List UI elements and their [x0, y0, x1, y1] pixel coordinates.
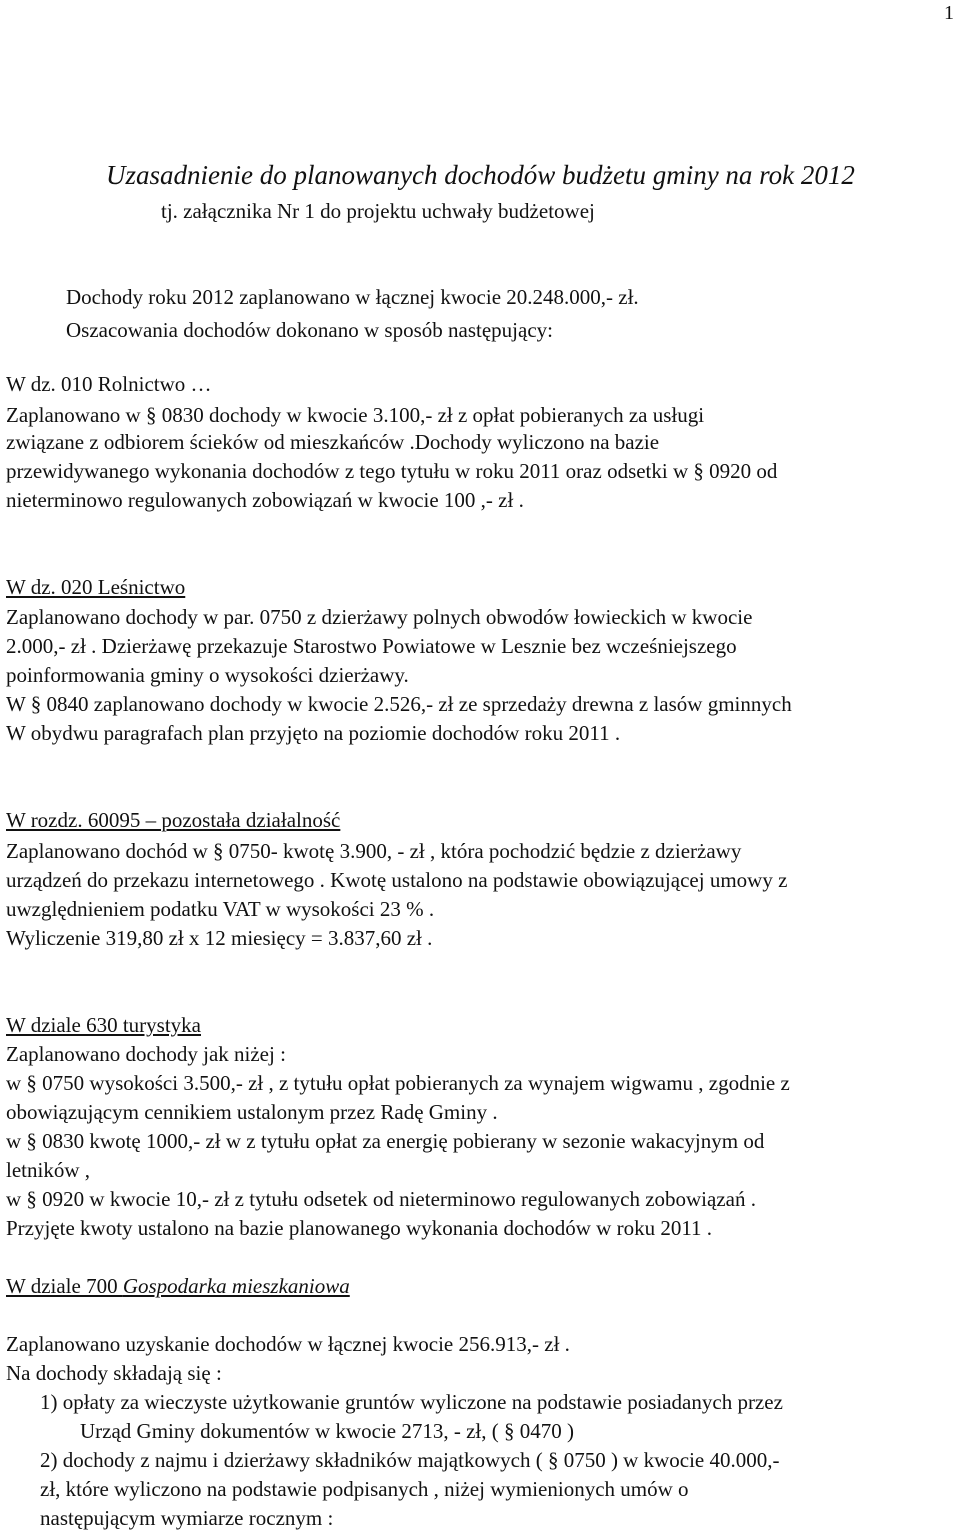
text-line — [6, 401, 704, 429]
text-line — [40, 1504, 333, 1532]
text-line-content: Zaplanowano dochód w § 0750- kwotę 3.900, - zł , która pochodzić będzie z dzierżawy — [6, 839, 742, 863]
text-line — [6, 719, 620, 747]
text-line-content: Oszacowania dochodów dokonano w sposób następujący: — [66, 318, 553, 342]
text-line-content: Dochody roku 2012 zaplanowano w łącznej kwocie 20.248.000,- zł. — [66, 285, 639, 309]
text-line-content: W dziale 700 — [6, 1274, 123, 1298]
text-line-content: 2) dochody z najmu i dzierżawy składników majątkowych ( § 0750 ) w kwocie 40.000,- — [40, 1448, 780, 1472]
text-line — [6, 690, 792, 718]
text-line — [6, 1098, 498, 1126]
text-line-content: poinformowania gminy o wysokości dzierżawy. — [6, 663, 409, 687]
text-line — [6, 866, 787, 894]
text-line — [6, 806, 340, 834]
text-line — [6, 457, 777, 485]
text-line-content: W obydwu paragrafach plan przyjęto na poziomie dochodów roku 2011 . — [6, 721, 621, 745]
text-line — [6, 661, 409, 689]
text-line — [6, 895, 434, 923]
text-line — [6, 1069, 790, 1097]
text-line — [6, 1272, 350, 1300]
text-line-content: W rozdz. 60095 – pozostała działalność — [6, 808, 341, 832]
text-line — [6, 1214, 712, 1242]
text-line-content: uwzględnieniem podatku VAT w wysokości 23 % . — [6, 897, 435, 921]
text-line — [66, 316, 553, 344]
text-line-content: w § 0750 wysokości 3.500,- zł , z tytułu opłat pobieranych za wynajem wigwamu , zgodnie z — [6, 1071, 790, 1095]
text-line-content: w § 0830 kwotę 1000,- zł w z tytułu opłat za energię pobierany w sezonie wakacyjnym od — [6, 1129, 765, 1153]
text-line-content: nieterminowo regulowanych zobowiązań w kwocie 100 ,- zł . — [6, 488, 524, 512]
text-line-tail: Gospodarka mieszkaniowa — [122, 1274, 350, 1298]
text-line-content: 1) opłaty za wieczyste użytkowanie gruntów wyliczone na podstawie posiadanych przez — [40, 1390, 783, 1414]
text-line-content: następującym wymiarze rocznym : — [40, 1506, 334, 1530]
text-line-content: obowiązującym cennikiem ustalonym przez Radę Gminy . — [6, 1100, 498, 1124]
text-line — [40, 1475, 689, 1503]
text-line — [6, 632, 737, 660]
text-line-content: Zaplanowano dochody w par. 0750 z dzierżawy polnych obwodów łowieckich w kwocie — [6, 605, 753, 629]
text-line — [6, 1359, 222, 1387]
text-line-content: W dz. 010 Rolnictwo … — [6, 372, 212, 396]
text-line-content: Na dochody składają się : — [6, 1361, 222, 1385]
text-line — [6, 1156, 90, 1184]
text-line-content: W § 0840 zaplanowano dochody w kwocie 2.526,- zł ze sprzedaży drewna z lasów gminnych — [6, 692, 792, 716]
text-line-content: Zaplanowano uzyskanie dochodów w łącznej kwocie 256.913,- zł . — [6, 1332, 570, 1356]
text-line — [6, 428, 659, 456]
text-line — [161, 197, 595, 225]
text-line — [6, 603, 752, 631]
text-line-content: tj. załącznika Nr 1 do projektu uchwały budżetowej — [161, 199, 595, 223]
text-line — [40, 1446, 779, 1474]
text-line-content: Urząd Gminy dokumentów w kwocie 2713, - zł, ( § 0470 ) — [80, 1419, 574, 1443]
document-title: Uzasadnienie do planowanych dochodów budżetu gminy na rok 2012 — [106, 160, 855, 190]
text-line-content: W dziale 630 turystyka — [6, 1013, 201, 1037]
text-line — [6, 837, 741, 865]
text-line-content: Zaplanowano dochody jak niżej : — [6, 1042, 286, 1066]
text-line-content: przewidywanego wykonania dochodów z tego tytułu w roku 2011 oraz odsetki w § 0920 od — [6, 459, 778, 483]
text-line — [6, 1185, 756, 1213]
page-number: 1 — [944, 2, 954, 24]
text-line-content: w § 0920 w kwocie 10,- zł z tytułu odsetek od nieterminowo regulowanych zobowiązań . — [6, 1187, 756, 1211]
text-line — [6, 573, 185, 601]
text-line — [80, 1417, 574, 1445]
text-line — [6, 924, 432, 952]
text-line-content: urządzeń do przekazu internetowego . Kwotę ustalono na podstawie obowiązującej umowy z — [6, 868, 788, 892]
text-line-content: Wyliczenie 319,80 zł x 12 miesięcy = 3.837,60 zł . — [6, 926, 433, 950]
text-line — [6, 1127, 764, 1155]
text-line-content: letników , — [6, 1158, 90, 1182]
text-line — [6, 1011, 201, 1039]
text-line-content: W dz. 020 Leśnictwo — [6, 575, 186, 599]
text-line — [6, 370, 212, 398]
text-line — [40, 1388, 783, 1416]
text-line — [6, 1040, 286, 1068]
text-line-content: Zaplanowano w § 0830 dochody w kwocie 3.100,- zł z opłat pobieranych za usługi — [6, 403, 705, 427]
text-line — [66, 283, 639, 311]
text-line-content: Przyjęte kwoty ustalono na bazie planowanego wykonania dochodów w roku 2011 . — [6, 1216, 713, 1240]
text-line — [6, 486, 524, 514]
text-line-content: 2.000,- zł . Dzierżawę przekazuje Starostwo Powiatowe w Lesznie bez wcześniejszego — [6, 634, 737, 658]
text-line-content: zł, które wyliczono na podstawie podpisanych , niżej wymienionych umów o — [40, 1477, 689, 1501]
text-line-content: związane z odbiorem ścieków od mieszkańców .Dochody wyliczono na bazie — [6, 430, 660, 454]
text-line — [6, 1330, 570, 1358]
